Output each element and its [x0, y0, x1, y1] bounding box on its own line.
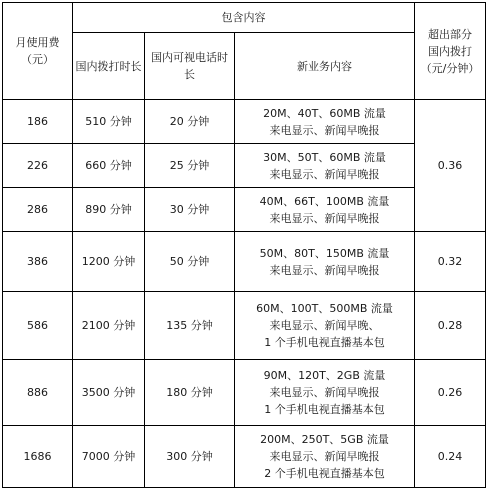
cell-fee: 886 — [3, 360, 73, 426]
service-line: 30M、50T、60MB 流量 — [263, 150, 386, 164]
service-line: 来电显示、新闻早晚报 — [269, 123, 380, 137]
header-monthly-fee-line1: 月使用费 — [15, 36, 60, 49]
service-line: 来电显示、新闻早晚报 — [269, 386, 380, 399]
header-monthly-fee-line2: （元） — [21, 53, 54, 66]
cell-services — [235, 360, 415, 426]
table-row — [3, 360, 486, 426]
header-overage — [415, 3, 486, 100]
header-overage-line1: 超出部分 — [428, 27, 472, 41]
cell-video: 20 分钟 — [145, 100, 235, 144]
cell-calls: 660 分钟 — [73, 144, 145, 188]
service-line: 来电显示、新闻早晚报 — [269, 211, 380, 225]
table-row — [3, 188, 486, 232]
table-row — [3, 144, 486, 188]
header-video-calls: 国内可视电话时长 — [145, 33, 235, 100]
cell-calls: 510 分钟 — [73, 100, 145, 144]
cell-overage-rate: 0.36 — [415, 100, 486, 232]
cell-video: 135 分钟 — [145, 292, 235, 360]
service-line: 200M、250T、5GB 流量 — [260, 433, 389, 446]
service-line: 90M、120T、2GB 流量 — [263, 369, 386, 382]
service-line: 来电显示、新闻早晚报 — [269, 450, 380, 463]
cell-services — [235, 232, 415, 292]
header-new-services: 新业务内容 — [235, 33, 415, 100]
cell-services — [235, 100, 415, 144]
cell-video: 30 分钟 — [145, 188, 235, 232]
header-overage-line2: 国内拨打 — [428, 44, 472, 58]
service-line: 1 个手机电视直播基本包 — [264, 403, 385, 416]
pricing-table — [2, 2, 486, 488]
cell-services — [235, 144, 415, 188]
service-line: 来电显示、新闻早晚报 — [269, 263, 380, 277]
cell-video: 180 分钟 — [145, 360, 235, 426]
cell-fee: 286 — [3, 188, 73, 232]
cell-calls: 890 分钟 — [73, 188, 145, 232]
service-line: 2 个手机电视直播基本包 — [264, 467, 385, 480]
cell-calls: 3500 分钟 — [73, 360, 145, 426]
header-domestic-calls: 国内拨打时长 — [73, 33, 145, 100]
cell-video: 50 分钟 — [145, 232, 235, 292]
cell-services — [235, 292, 415, 360]
table-row — [3, 100, 486, 144]
cell-services — [235, 188, 415, 232]
header-monthly-fee — [3, 3, 73, 100]
cell-overage-rate: 0.32 — [415, 232, 486, 292]
cell-fee: 586 — [3, 292, 73, 360]
service-line: 40M、66T、100MB 流量 — [259, 194, 390, 208]
table-row — [3, 232, 486, 292]
cell-video: 25 分钟 — [145, 144, 235, 188]
header-package-group: 包含内容 — [73, 3, 415, 33]
service-line: 来电显示、新闻早晚、 — [269, 319, 380, 332]
service-line: 1 个手机电视直播基本包 — [264, 336, 385, 349]
service-line: 来电显示、新闻早晚报 — [269, 167, 380, 181]
table-row — [3, 292, 486, 360]
cell-overage-rate: 0.24 — [415, 426, 486, 488]
service-line: 50M、80T、150MB 流量 — [259, 246, 390, 260]
header-overage-line3: （元/分钟） — [420, 61, 480, 75]
cell-video: 300 分钟 — [145, 426, 235, 488]
service-line: 20M、40T、60MB 流量 — [263, 106, 386, 120]
cell-overage-rate: 0.26 — [415, 360, 486, 426]
service-line: 60M、100T、500MB 流量 — [256, 302, 393, 315]
cell-fee: 1686 — [3, 426, 73, 488]
cell-fee: 226 — [3, 144, 73, 188]
cell-calls: 1200 分钟 — [73, 232, 145, 292]
cell-calls: 2100 分钟 — [73, 292, 145, 360]
cell-calls: 7000 分钟 — [73, 426, 145, 488]
table-row — [3, 426, 486, 488]
cell-overage-rate: 0.28 — [415, 292, 486, 360]
cell-fee: 386 — [3, 232, 73, 292]
cell-fee: 186 — [3, 100, 73, 144]
cell-services — [235, 426, 415, 488]
